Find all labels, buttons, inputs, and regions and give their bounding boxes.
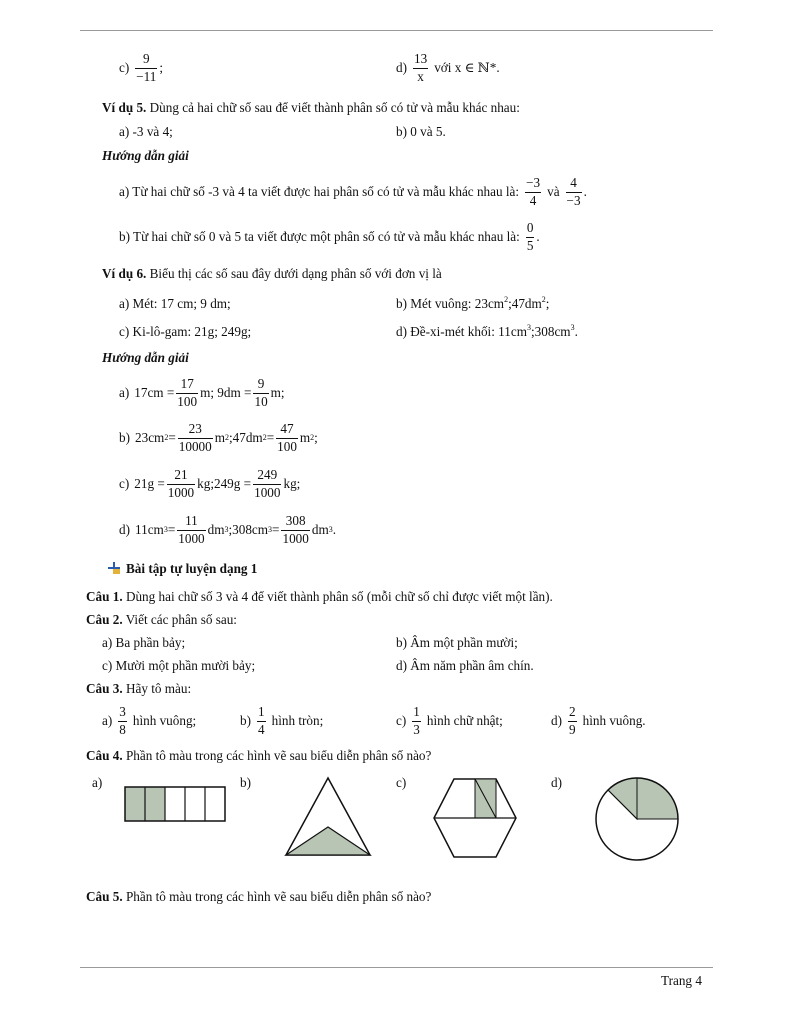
example-6-d: d) Đề-xi-mét khối: $11cm^3;308cm^3$. — [396, 323, 578, 339]
fraction: $\frac{9}{10}$ — [254, 376, 268, 409]
question-3-d: d) $\frac{2}{9}$ hình vuông. — [551, 704, 646, 737]
solution-6-a: a) 17cm = $\frac{17}{100}$ m; 9dm = $\frac{9}{10}$ m; — [119, 376, 285, 409]
figure-a-label: a) — [92, 775, 103, 790]
question-2-d: d) Âm năm phần âm chín. — [396, 658, 534, 673]
figure-c-hexagon — [432, 777, 518, 859]
question-3-a: a) $\frac{3}{8}$ hình vuông; — [102, 704, 197, 737]
fraction: $\frac{1}{4}$ — [258, 704, 265, 737]
question-1: Câu 1. Dùng hai chữ số 3 và 4 để viết thành phân số (mỗi chữ số chỉ được viết một lần). — [86, 589, 553, 604]
fraction: $\frac{11}{1000}$ — [178, 513, 205, 546]
figure-c-label: c) — [396, 775, 407, 790]
question-3-b: b) $\frac{1}{4}$ hình tròn; — [240, 704, 324, 737]
example-5-a: a) -3 và 4; — [119, 124, 173, 139]
figure-b-label: b) — [240, 775, 251, 790]
example-6-a: a) Mét: 17 cm; 9 dm; — [119, 296, 231, 311]
solution-5-a: a) Từ hai chữ số -3 và 4 ta viết được hai phân số có tử và mẫu khác nhau là: $\frac{-3}{4}$ và $\frac{4}{-3}$ . — [119, 175, 587, 208]
exercise-section-heading: Bài tập tự luyện dạng 1 — [108, 561, 257, 577]
fraction: $\frac{21}{1000}$ — [167, 467, 195, 500]
question-2: Câu 2. Viết các phân số sau: — [86, 612, 237, 627]
fraction: $\frac{1}{3}$ — [413, 704, 420, 737]
header-rule — [80, 30, 713, 31]
solution-6-c: c) 21g = $\frac{21}{1000}$ kg;249g = $\frac{249}{1000}$ kg; — [119, 467, 301, 500]
item-d: d) $\frac{13}{x}$ với x ∈ ℕ*. — [396, 51, 500, 84]
fraction: $\frac{23}{10000}$ — [178, 421, 212, 454]
example-6-b: b) Mét vuông: $23cm^2;47dm^2$; — [396, 295, 550, 311]
page-number: Trang 4 — [661, 973, 702, 988]
fraction: $\frac{-3}{4}$ — [526, 175, 541, 208]
fraction: $\frac{47}{100}$ — [277, 421, 297, 454]
footer-rule — [80, 967, 713, 968]
shaded-cell — [145, 787, 165, 821]
solution-heading: Hướng dẫn giải — [102, 148, 189, 163]
solution-heading: Hướng dẫn giải — [102, 350, 189, 365]
question-2-b: b) Âm một phần mười; — [396, 635, 518, 650]
shaded-sector — [608, 778, 637, 819]
question-3-c: c) $\frac{1}{3}$ hình chữ nhật; — [396, 704, 503, 737]
fraction: $\frac{17}{100}$ — [177, 376, 198, 409]
example-5-b: b) 0 và 5. — [396, 124, 446, 139]
fraction: $\frac{4}{-3}$ — [566, 175, 581, 208]
figure-d-circle — [595, 775, 679, 861]
solution-6-b: b) 23cm 2 = $\frac{23}{10000}$ m 2 ;47dm 2 = $\frac{47}{100}$ m 2 ; — [119, 421, 318, 454]
fraction: $\frac{3}{8}$ — [119, 704, 126, 737]
fraction: $\frac{0}{5}$ — [526, 220, 534, 253]
figure-a-rectangle — [124, 786, 228, 822]
fraction: $\frac{2}{9}$ — [569, 704, 576, 737]
question-2-a: a) Ba phần bảy; — [102, 635, 186, 650]
question-3: Câu 3. Hãy tô màu: — [86, 681, 192, 696]
solution-6-d: d) 11cm 3 = $\frac{11}{1000}$ dm 3 ;308cm 3 = $\frac{308}{1000}$ dm 3 . — [119, 513, 337, 546]
fraction: $\frac{249}{1000}$ — [254, 467, 281, 500]
figure-b-triangle — [283, 775, 373, 859]
item-label: c) — [119, 60, 130, 76]
item-c: c) $\frac{9}{-11}$ ; — [119, 51, 164, 84]
question-5: Câu 5. Phần tô màu trong các hình vẽ sau biểu diễn phân số nào? — [86, 889, 432, 904]
fraction: $\frac{13}{x}$ — [414, 51, 428, 84]
solution-5-b: b) Từ hai chữ số 0 và 5 ta viết được một phân số có tử và mẫu khác nhau là: $\frac{0}{5}$ . — [119, 220, 540, 253]
fraction: $\frac{308}{1000}$ — [282, 513, 309, 546]
figure-d-label: d) — [551, 775, 562, 790]
question-2-c: c) Mười một phần mười bảy; — [102, 658, 256, 673]
shaded-cell — [125, 787, 145, 821]
item-label: d) — [396, 60, 407, 76]
question-4: Câu 4. Phần tô màu trong các hình vẽ sau biểu diễn phân số nào? — [86, 748, 432, 763]
fraction: $\frac{9}{-11}$ — [136, 51, 157, 84]
example-6-heading: Ví dụ 6. Biểu thị các số sau đây dưới dạng phân số với đơn vị là — [102, 266, 442, 281]
example-5-heading: Ví dụ 5. Dùng cả hai chữ số sau để viết thành phân số có tử và mẫu khác nhau: — [102, 100, 520, 115]
example-6-c: c) Ki-lô-gam: 21g; 249g; — [119, 324, 252, 339]
plus-bullet-icon — [108, 562, 120, 574]
